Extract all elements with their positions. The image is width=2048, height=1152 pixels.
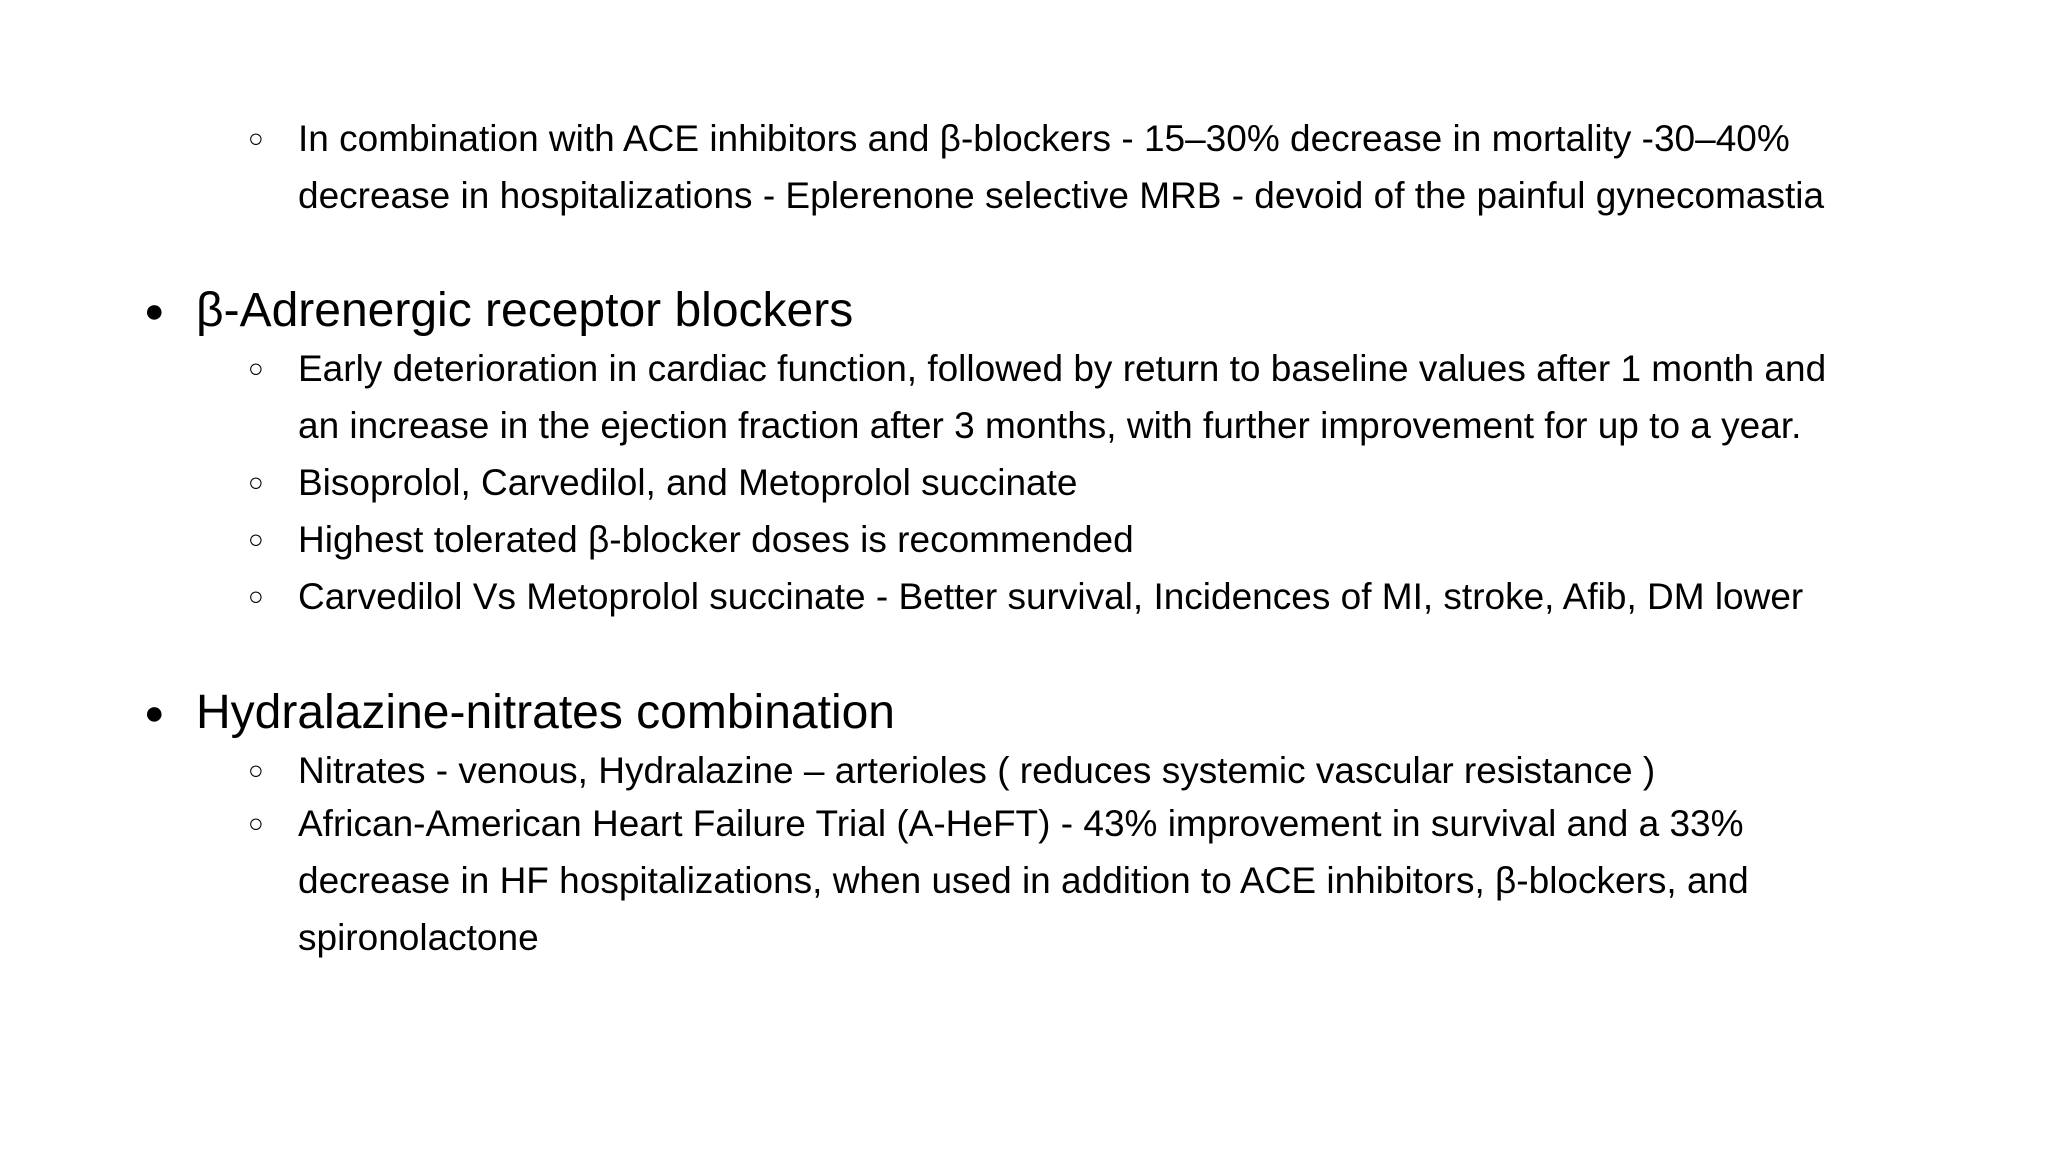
list-item-text: Nitrates - venous, Hydralazine – arterioles ( reduces systemic vascular resistance ) [298,750,1656,791]
hollow-bullet-icon: ○ [248,808,264,838]
list-item-text: Early deterioration in cardiac function, followed by return to baseline values after 1 month and an increase in the ejection fraction after 3 months, with further improvement for up to a year. [298,348,1827,446]
hollow-bullet-icon: ○ [248,524,264,554]
list-item [248,511,1968,568]
hollow-bullet-icon: ○ [248,581,264,611]
list-item [248,568,1968,625]
list-item-text: Carvedilol Vs Metoprolol succinate - Better survival, Incidences of MI, stroke, Afib, DM lower [298,576,1804,617]
list-item [248,110,1968,224]
hollow-bullet-icon: ○ [248,123,264,153]
filled-bullet-icon: ● [144,292,165,330]
list-item-text: Bisoprolol, Carvedilol, and Metoprolol succinate [298,462,1078,503]
list-item [248,742,1968,799]
list-item-text: Highest tolerated β-blocker doses is recommended [298,519,1134,560]
section-heading-text: Hydralazine-nitrates combination [196,686,895,739]
list-item-text: In combination with ACE inhibitors and β-blockers - 15–30% decrease in mortality -30–40% decrease in hospitalizations - Eplerenone selective MRB - devoid of the painful gynecomastia [298,118,1825,216]
list-item [248,340,1968,454]
hollow-bullet-icon: ○ [248,755,264,785]
section-heading-beta-blockers [144,283,853,339]
hollow-bullet-icon: ○ [248,467,264,497]
filled-bullet-icon: ● [144,694,165,732]
list-item-text: African-American Heart Failure Trial (A-HeFT) - 43% improvement in survival and a 33% decrease in HF hospitalizations, when used in addition to ACE inhibitors, β-blockers, and spironolactone [298,803,1749,958]
section-heading-text: β-Adrenergic receptor blockers [196,284,854,337]
hollow-bullet-icon: ○ [248,353,264,383]
section-heading-hydralazine-nitrates [144,685,895,741]
list-item [248,454,1968,511]
list-item [248,795,1968,966]
